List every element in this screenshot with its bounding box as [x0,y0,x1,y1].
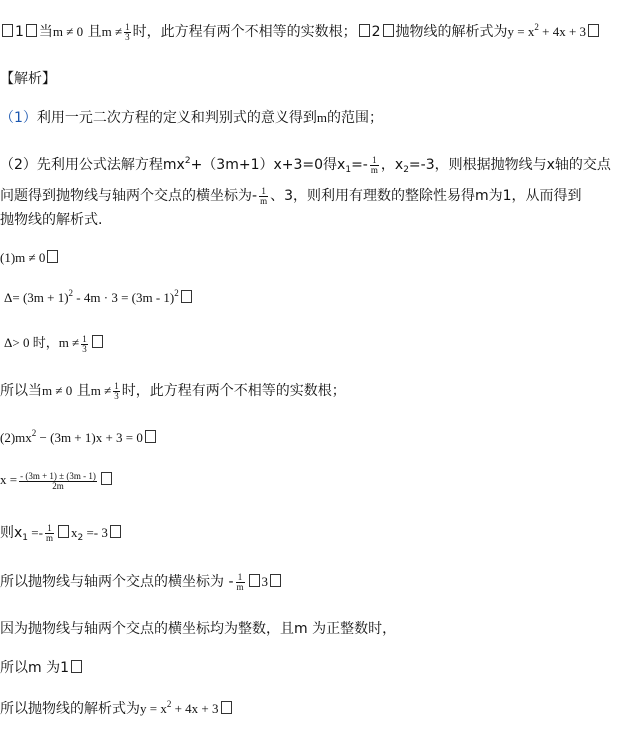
fraction-one-over-m: $\frac{1}{m}$ [260,185,268,206]
analysis-part2-a: （2）先利用公式法解方程mx [0,157,185,173]
analysis-part1-number: （1） [0,110,37,126]
analysis-part2-d: ，x [380,157,404,173]
answer-part2-text: 抛物线的解析式为 [395,24,508,40]
placeholder-box [101,472,112,485]
discriminant-b: - 4m · 3 = (3m - 1) [73,290,175,305]
solution-intercepts [0,572,283,592]
analysis-heading: 【解析】 [0,71,56,87]
placeholder-box [58,525,69,538]
conclusion1-c: 时，此方程有两个不相等的实数根； [121,383,346,399]
roots-a: 则x [0,525,23,541]
answer-line [0,22,601,42]
roots-c: x [70,525,78,540]
placeholder-box [181,290,192,303]
intercepts-a: 所以抛物线与轴两个交点的横坐标为 - [0,574,234,590]
placeholder-box [270,574,281,587]
analysis-part2-sub2: 2 [403,165,409,175]
analysis-part2-line2-b: 、3，则利用有理数的整除性易得m为1，从而得到 [270,188,582,204]
delta-positive-text: Δ> 0 时，m ≠ [4,335,80,350]
final-equation: $y = x^2 + 4x + 3$ [140,699,219,716]
conclusion1-a: 所以当 [0,383,42,399]
placeholder-box [383,24,394,37]
discriminant-sup1: 2 [68,288,74,298]
quadratic-formula-lhs: x = [0,472,18,487]
analysis-part1-var: m [316,110,328,125]
fraction-one-over-m: $\frac{1}{m}$ [236,571,244,592]
placeholder-box [359,24,370,37]
answer-part1-prefix: 1 [15,24,24,40]
solution-m-value [0,658,84,678]
analysis-part2-e: =-3，则根据抛物线与x轴的交点 [408,157,611,173]
solution-discriminant [4,288,194,308]
placeholder-box [145,430,156,443]
placeholder-box [26,24,37,37]
fraction-one-over-m: $\frac{1}{m}$ [370,154,378,175]
placeholder-box [47,250,58,263]
answer-m-condition: m ≠ 0 [52,24,84,39]
fraction-one-third: $\frac{1}{3}$ [82,333,87,354]
conclusion1-m: m ≠ 0 [42,383,73,398]
roots-sub2: 2 [77,533,84,543]
fraction-one-third: $\frac{1}{3}$ [125,21,130,42]
final-a: 所以抛物线的解析式为 [0,701,140,717]
solution-conclusion1 [0,381,346,401]
placeholder-box [71,660,82,673]
solution-integer-reason: 因为抛物线与轴两个交点的横坐标均为整数，且m 为正整数时， [0,621,397,637]
discriminant-sup2: 2 [174,288,179,298]
step2-sup: 2 [31,428,37,438]
conclusion1-m2: m ≠ [90,383,112,398]
analysis-part2-sup: 2 [184,156,191,166]
conclusion1-b: 且 [76,383,91,399]
roots-b: =- [28,525,43,540]
step2-a: (2)mx [0,430,32,445]
intercepts-b: 3 [261,574,269,589]
analysis-part2-line1 [0,155,611,175]
analysis-part2-sub1: 1 [345,165,352,175]
solution-delta-positive [4,333,105,354]
analysis-part1 [0,108,383,128]
step2-b: − (3m + 1)x + 3 = 0 [36,430,143,445]
analysis-part2-line2 [0,186,582,206]
analysis-part2-line3: 抛物线的解析式. [0,212,103,228]
analysis-part1-tail: 的范围； [327,110,384,126]
placeholder-box [92,335,103,348]
fraction-one-over-m: $\frac{1}{m}$ [45,522,53,543]
solution-roots [0,523,123,543]
answer-part2-prefix: 2 [371,24,381,40]
placeholder-box [249,574,260,587]
solution-step2-equation [0,428,158,448]
analysis-part2-b: +（3m+1）x+3=0得x [190,157,346,173]
answer-part1-when: 当 [38,24,53,40]
answer-part1-tail: 时，此方程有两个不相等的实数根； [132,24,357,40]
placeholder-box [588,24,599,37]
answer-m-condition-2: m ≠ [101,24,123,39]
m-value-text: 所以m 为1 [0,660,69,676]
analysis-part2-line2-a: 问题得到抛物线与轴两个交点的横坐标为- [0,188,258,204]
analysis-part1-text: 利用一元二次方程的定义和判别式的意义得到 [36,110,317,126]
placeholder-box [2,24,13,37]
solution-quadratic-formula [0,470,114,491]
placeholder-box [110,525,121,538]
roots-d: =- 3 [83,525,108,540]
fraction-one-third: $\frac{1}{3}$ [114,380,119,401]
solution-final [0,699,234,719]
analysis-part2-c: =- [351,157,368,173]
roots-sub1: 1 [22,533,29,543]
answer-and: 且 [87,24,102,40]
solution-step1-text: (1)m ≠ 0 [0,250,46,265]
discriminant-a: Δ= (3m + 1) [4,290,69,305]
quadratic-formula-fraction: $\frac{- (3m + 1) \pm (3m - 1)}{2m}$ [20,470,96,491]
solution-step1 [0,248,60,268]
placeholder-box [221,701,232,714]
answer-equation: $y = x^2 + 4x + 3$ [507,22,587,39]
